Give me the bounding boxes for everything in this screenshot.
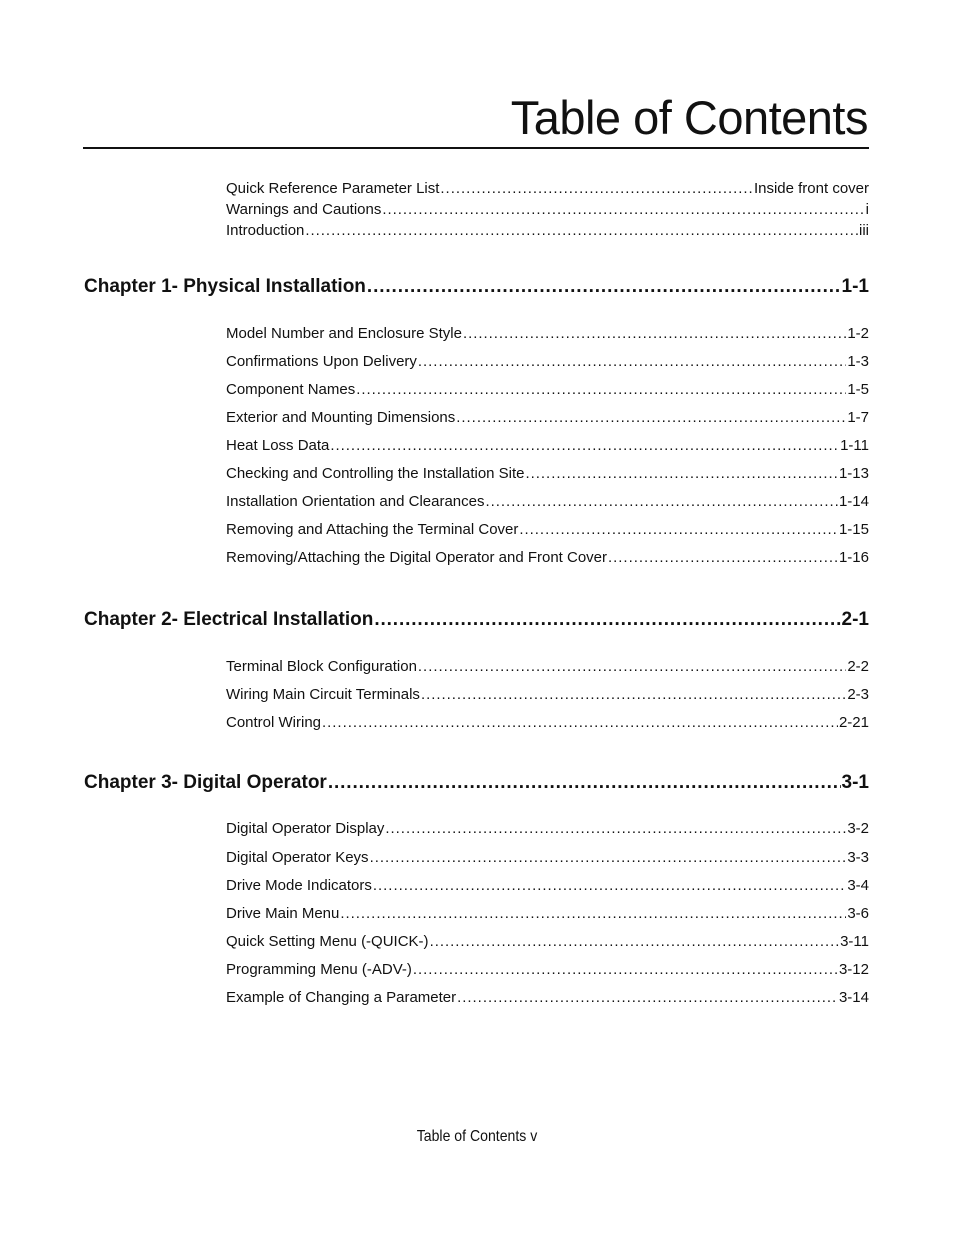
toc-entry-label: Quick Setting Menu (-QUICK-) — [226, 933, 429, 950]
toc-entry[interactable] — [226, 436, 869, 456]
page-title: Table of Contents — [510, 91, 868, 144]
dot-leader — [305, 221, 858, 241]
dot-leader — [330, 436, 839, 456]
toc-entry[interactable] — [226, 848, 869, 868]
toc-entry-label: Removing/Attaching the Digital Operator and Front Cover — [226, 549, 608, 566]
dot-leader — [374, 608, 840, 632]
toc-entry-label: Component Names — [226, 381, 356, 398]
toc-entry-page: 2-3 — [847, 686, 869, 703]
toc-entry-label: Exterior and Mounting Dimensions — [226, 409, 456, 426]
toc-entry[interactable] — [226, 408, 869, 428]
toc-entry-label: Checking and Controlling the Installation Site — [226, 465, 525, 482]
toc-entry[interactable] — [226, 464, 869, 484]
toc-entry-label: Introduction — [226, 222, 305, 239]
dot-leader — [421, 685, 846, 705]
dot-leader — [526, 464, 838, 484]
toc-entry-label: Wiring Main Circuit Terminals — [226, 686, 420, 703]
dot-leader — [418, 657, 846, 677]
dot-leader — [486, 492, 838, 512]
toc-entry[interactable] — [226, 932, 869, 952]
dot-leader — [457, 988, 838, 1008]
toc-entry-label: Digital Operator Display — [226, 820, 385, 837]
toc-entry[interactable] — [226, 548, 869, 568]
toc-entry-label: Terminal Block Configuration — [226, 658, 417, 675]
toc-entry-page: 1-15 — [838, 521, 869, 538]
toc-entry-label: Warnings and Cautions — [226, 201, 382, 218]
toc-entry-page: 1-3 — [847, 353, 869, 370]
toc-chapter-label: Chapter 2- Electrical Installation — [84, 609, 374, 630]
toc-entry-page: 3-2 — [847, 820, 869, 837]
toc-entry-label: Installation Orientation and Clearances — [226, 493, 485, 510]
toc-entry[interactable] — [226, 876, 869, 896]
toc-entry[interactable] — [226, 904, 869, 924]
toc-chapter-label: Chapter 1- Physical Installation — [84, 276, 366, 297]
toc-entry[interactable] — [226, 380, 869, 400]
dot-leader — [382, 200, 864, 220]
toc-entry-page: 1-13 — [838, 465, 869, 482]
toc-entry-front-matter[interactable] — [226, 221, 869, 241]
toc-entry-page: 2-2 — [847, 658, 869, 675]
toc-entry-page: 3-14 — [838, 989, 869, 1006]
toc-entry[interactable] — [226, 988, 869, 1008]
dot-leader — [328, 771, 841, 795]
toc-entry-page: 1-7 — [847, 409, 869, 426]
toc-entry-label: Example of Changing a Parameter — [226, 989, 457, 1006]
toc-chapter-label: Chapter 3- Digital Operator — [84, 772, 327, 793]
toc-entry-label: Confirmations Upon Delivery — [226, 353, 417, 370]
toc-chapter-2[interactable] — [84, 608, 869, 632]
toc-entry-label: Heat Loss Data — [226, 437, 330, 454]
toc-entry-label: Programming Menu (-ADV-) — [226, 961, 412, 978]
toc-entry-page: iii — [859, 222, 869, 239]
toc-chapter-page: 1-1 — [841, 276, 869, 297]
page-footer: Table of Contents v — [416, 1128, 538, 1145]
toc-entry-page: 1-14 — [838, 493, 869, 510]
toc-entry[interactable] — [226, 960, 869, 980]
toc-entry-page: 2-21 — [838, 714, 869, 731]
dot-leader — [430, 932, 840, 952]
toc-entry[interactable] — [226, 657, 869, 677]
dot-leader — [370, 848, 847, 868]
toc-entry-page: 1-11 — [840, 437, 869, 454]
toc-entry-page: 3-4 — [847, 877, 869, 894]
toc-entry[interactable] — [226, 492, 869, 512]
toc-chapter-3[interactable] — [84, 771, 869, 795]
toc-entry-page: i — [865, 201, 869, 218]
toc-entry[interactable] — [226, 352, 869, 372]
toc-entry-front-matter[interactable] — [226, 179, 869, 199]
toc-entry-label: Model Number and Enclosure Style — [226, 325, 462, 342]
dot-leader — [463, 324, 846, 344]
toc-entry[interactable] — [226, 685, 869, 705]
dot-leader — [340, 904, 846, 924]
dot-leader — [367, 275, 841, 299]
toc-entry[interactable] — [226, 324, 869, 344]
toc-entry-page: 3-6 — [847, 905, 869, 922]
dot-leader — [418, 352, 846, 372]
toc-entry-page: 1-2 — [847, 325, 869, 342]
toc-chapter-page: 3-1 — [841, 772, 869, 793]
toc-entry-page: 1-16 — [838, 549, 869, 566]
toc-entry-page: 3-12 — [838, 961, 869, 978]
toc-entry-page: 3-11 — [840, 933, 869, 950]
toc-entry-page: Inside front cover — [753, 180, 869, 197]
toc-chapter-1[interactable] — [84, 275, 869, 299]
title-divider — [83, 147, 869, 149]
toc-entry-label: Digital Operator Keys — [226, 849, 369, 866]
dot-leader — [456, 408, 846, 428]
toc-entry[interactable] — [226, 520, 869, 540]
dot-leader — [608, 548, 838, 568]
toc-entry[interactable] — [226, 819, 869, 839]
dot-leader — [322, 713, 838, 733]
toc-entry-page: 3-3 — [847, 849, 869, 866]
dot-leader — [440, 179, 753, 199]
toc-entry-label: Drive Mode Indicators — [226, 877, 372, 894]
toc-entry-label: Drive Main Menu — [226, 905, 340, 922]
dot-leader — [356, 380, 846, 400]
dot-leader — [385, 819, 846, 839]
toc-entry[interactable] — [226, 713, 869, 733]
toc-entry-label: Quick Reference Parameter List — [226, 180, 440, 197]
toc-entry-front-matter[interactable] — [226, 200, 869, 220]
toc-chapter-page: 2-1 — [841, 609, 869, 630]
dot-leader — [373, 876, 846, 896]
dot-leader — [413, 960, 838, 980]
toc-entry-page: 1-5 — [847, 381, 869, 398]
dot-leader — [519, 520, 838, 540]
toc-entry-label: Control Wiring — [226, 714, 322, 731]
toc-entry-label: Removing and Attaching the Terminal Cover — [226, 521, 519, 538]
